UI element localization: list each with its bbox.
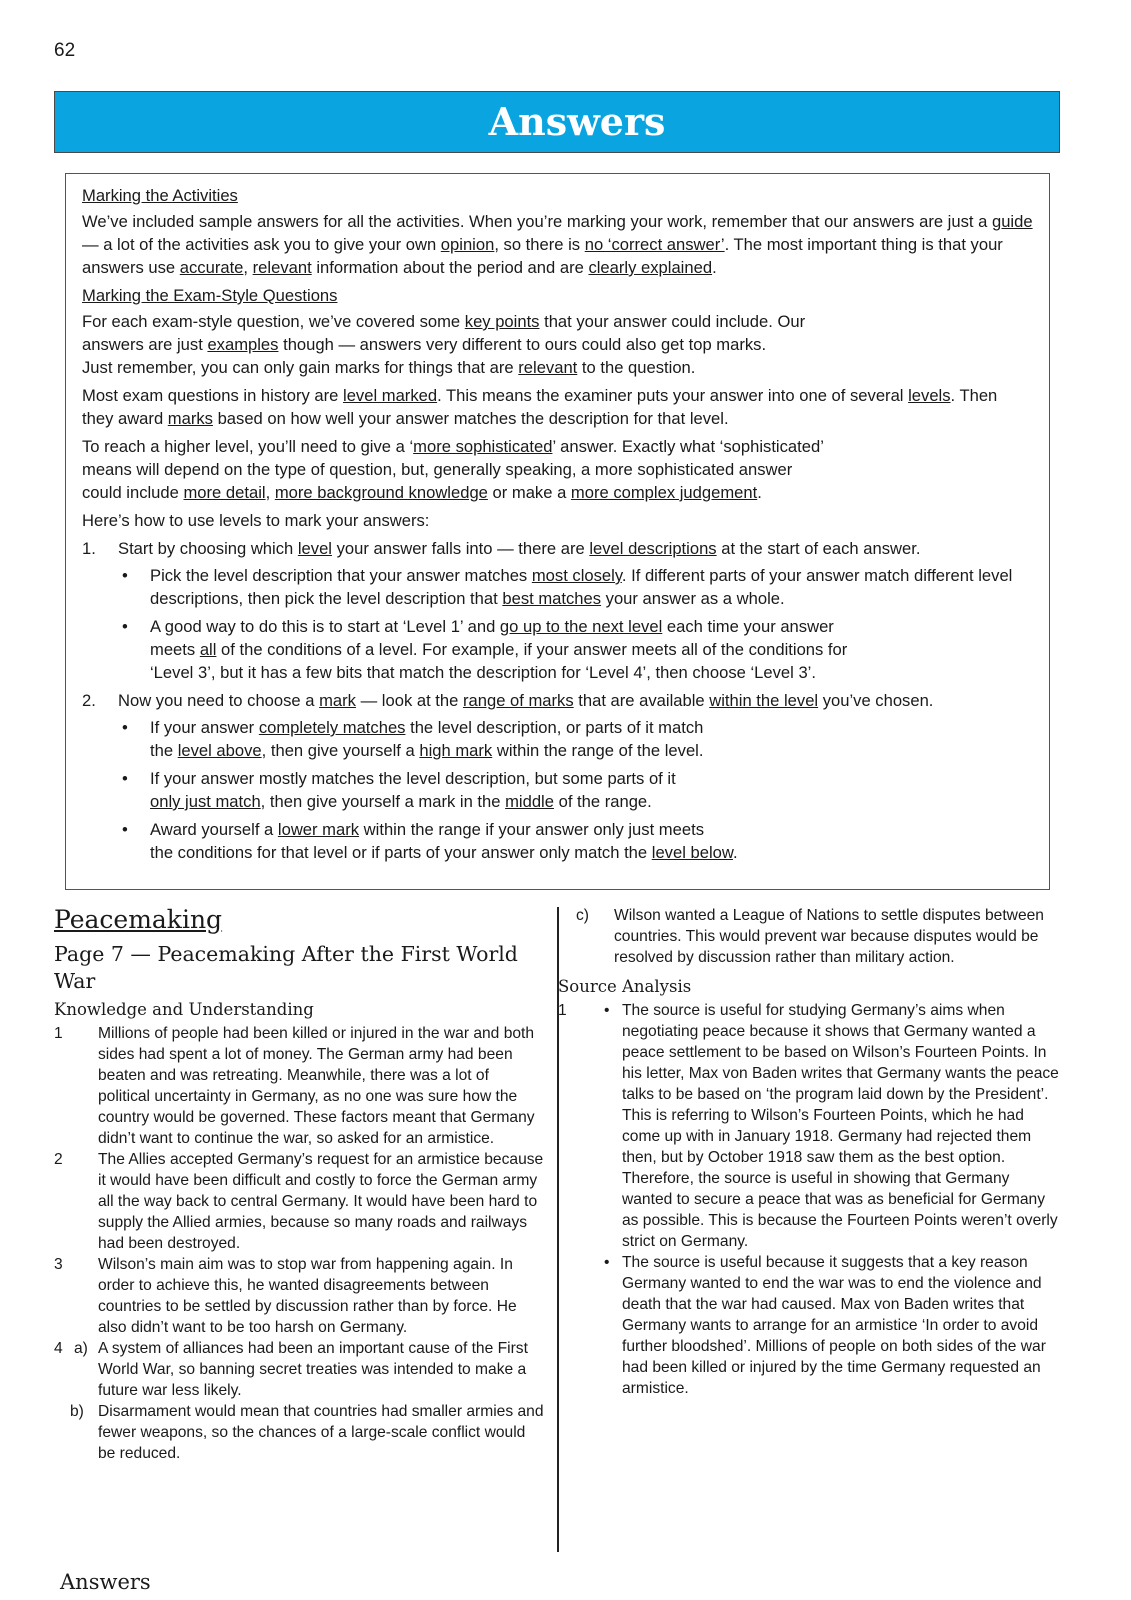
step-1 <box>82 537 1033 684</box>
section-title: Peacemaking <box>54 905 223 934</box>
emphasis-text: opinion <box>440 235 495 254</box>
source-bullet <box>558 1252 1062 1399</box>
source-number: 1 <box>558 1002 567 1019</box>
answer-number: 1 <box>54 1025 63 1042</box>
emphasis-text: examples <box>207 335 279 354</box>
footer-label: Answers <box>60 1570 151 1594</box>
emphasis-text: guide <box>991 212 1033 231</box>
emphasis-text: marks <box>167 409 213 428</box>
emphasis-text: levels <box>908 386 951 405</box>
emphasis-text: only just match <box>150 792 261 811</box>
step-bullet: • A good way to do this is to start at ‘Level 1’ and go up to the next level each time your answer meets all of the conditions of a level. For example, if your answer meets all of the conditions for ‘Level 3’, but it has a few bits that match the description for ‘Level 4’, then choose ‘Level 3’. <box>118 615 1033 684</box>
exam-paragraph-1: For each exam-style question, we’ve covered some key points that your answer could include. Our answers are just examples though — answers very different to ours could also get top marks. Just remember, you can only gain marks for things that are relevant to the question. <box>82 312 806 377</box>
answer-part: a) <box>74 1340 88 1357</box>
emphasis-text: lower mark <box>277 820 360 839</box>
exam-paragraph-3: To reach a higher level, you’ll need to give a ‘more sophisticated’ answer. Exactly what ‘sophisticated’ means will depend on the type of question, but, generally speaking, a more sophisticated answer could include more detail, more background knowledge or make a more complex judgement. <box>82 437 824 502</box>
emphasis-text: level below <box>651 843 733 862</box>
knowledge-heading: Knowledge and Understanding <box>54 1000 314 1019</box>
source-bullet-text: The source is useful for studying Germany’s aims when negotiating peace because it shows that Germany wanted a peace settlement to be based on Wilson’s Fourteen Points. In his letter, Max von Baden writes that Germany wants the peace talks to be based on ‘the program laid down by the President’. This is referring to Wilson’s Fourteen Points, which he had come up with in January 1918. Germany had rejected them then, but by October 1918 saw them as the best option. Therefore, the source is useful in showing that Germany wanted to secure a peace that was as beneficial for Germany as possible. This is because the Fourteen Points weren’t overly strict on Germany. <box>622 1002 1059 1250</box>
answer-text: A system of alliances had been an important cause of the First World War, so banning secret treaties was intended to make a future war less likely. <box>98 1340 528 1399</box>
emphasis-text: level marked <box>343 386 438 405</box>
answer-part: c) <box>576 907 589 924</box>
emphasis-text: middle <box>505 792 554 811</box>
step-number: 2. <box>82 691 96 710</box>
step-text: Now you need to choose a mark — look at the range of marks that are available within the level you’ve chosen. <box>118 691 934 710</box>
emphasis-text: relevant <box>518 358 578 377</box>
page-number: 62 <box>54 40 76 61</box>
marking-guide-box <box>65 173 1050 890</box>
emphasis-text: mark <box>319 691 356 710</box>
step-bullet: • If your answer mostly matches the level description, but some parts of it only just match, then give yourself a mark in the middle of the range. <box>118 767 1033 813</box>
emphasis-text: more background knowledge <box>274 483 488 502</box>
right-column <box>558 905 1062 1399</box>
emphasis-text: all <box>199 640 217 659</box>
emphasis-text: high mark <box>419 741 493 760</box>
step-bullets <box>118 564 1033 684</box>
answer-item <box>54 1023 544 1149</box>
answer-part: b) <box>70 1403 84 1420</box>
marking-activities-text: We’ve included sample answers for all the activities. When you’re marking your work, remember that our answers are just a guide — a lot of the activities ask you to give your own opinion, so there is no ‘correct answer’. The most important thing is that your answers use accurate, relevant information about the period and are clearly explained. <box>82 212 1033 277</box>
marking-exam-heading: Marking the Exam-Style Questions <box>82 286 338 305</box>
answer-text: The Allies accepted Germany’s request for an armistice because it would have been difficult and costly to force the German army all the way back to central Germany. It would have been hard to supply the Allied armies, because so many roads and railways had been destroyed. <box>98 1151 544 1252</box>
answer-text: Wilson wanted a League of Nations to settle disputes between countries. This would prevent war because disputes would be resolved by discussion rather than military action. <box>614 907 1044 966</box>
bullet-dot: • <box>604 1002 610 1019</box>
level-steps <box>82 537 1033 864</box>
emphasis-text: best matches <box>502 589 602 608</box>
emphasis-text: within the level <box>709 691 819 710</box>
answer-number: 4 <box>54 1340 63 1357</box>
emphasis-text: key points <box>464 312 540 331</box>
emphasis-text: relevant <box>252 258 312 277</box>
source-analysis-heading: Source Analysis <box>558 977 692 996</box>
emphasis-text: clearly explained <box>588 258 713 277</box>
answer-item <box>570 905 1062 968</box>
emphasis-text: accurate <box>179 258 244 277</box>
answer-item <box>54 1254 544 1338</box>
emphasis-text: more sophisticated <box>413 437 553 456</box>
step-text: Start by choosing which level your answer falls into — there are level descriptions at the start of each answer. <box>118 539 921 558</box>
answer-text: Wilson’s main aim was to stop war from happening again. In order to achieve this, he wanted disagreements between countries to be settled by discussion rather than by force. He also didn’t want to be too harsh on Germany. <box>98 1256 517 1336</box>
left-column <box>54 905 544 1464</box>
marking-activities-heading: Marking the Activities <box>82 186 238 205</box>
step-bullet: • Pick the level description that your answer matches most closely. If different parts of your answer match different level descriptions, then pick the level description that best matches your answer as a whole. <box>118 564 1033 610</box>
step-number: 1. <box>82 539 96 558</box>
banner-title: Answers <box>488 99 666 144</box>
answers-banner <box>54 91 1060 153</box>
emphasis-text: most closely <box>531 566 622 585</box>
bullet-dot: • <box>604 1254 610 1271</box>
answer-text: Disarmament would mean that countries had smaller armies and fewer weapons, so the chances of a large-scale conflict would be reduced. <box>98 1403 544 1462</box>
emphasis-text: go up to the next level <box>499 617 663 636</box>
emphasis-text: no ‘correct answer’ <box>584 235 725 254</box>
answer-list <box>54 1023 544 1464</box>
answer-number: 2 <box>54 1151 63 1168</box>
emphasis-text: level descriptions <box>589 539 717 558</box>
answer-item <box>54 1401 544 1464</box>
emphasis-text: more detail <box>183 483 266 502</box>
emphasis-text: more complex judgement <box>570 483 758 502</box>
step-bullet: • Award yourself a lower mark within the range if your answer only just meets the conditions for that level or if parts of your answer only match the level below. <box>118 818 1033 864</box>
step-bullet: • If your answer completely matches the level description, or parts of it match the level above, then give yourself a high mark within the range of the level. <box>118 716 1033 762</box>
step-bullets <box>118 716 1033 864</box>
emphasis-text: level above <box>177 741 262 760</box>
emphasis-text: level <box>297 539 332 558</box>
emphasis-text: range of marks <box>462 691 574 710</box>
emphasis-text: completely matches <box>258 718 406 737</box>
source-bullet-text: The source is useful because it suggests that a key reason Germany wanted to end the war was to end the violence and death that the war had caused. Max von Baden writes that Germany wants to arrange for an armistice ‘In order to avoid further bloodshed’. Millions of people on both sides of the war had been killed or injured by the time Germany requested an armistice. <box>622 1254 1046 1397</box>
answer-number: 3 <box>54 1256 63 1273</box>
source-bullet <box>558 1000 1062 1252</box>
answer-item <box>54 1149 544 1254</box>
answer-item <box>54 1338 544 1401</box>
exam-paragraph-4: Here’s how to use levels to mark your answers: <box>82 511 430 530</box>
exam-paragraph-2: Most exam questions in history are level marked. This means the examiner puts your answer into one of several levels. Then they award marks based on how well your answer matches the description for that level. <box>82 386 998 428</box>
page-heading: Page 7 — Peacemaking After the First World War <box>54 942 518 993</box>
step-2 <box>82 689 1033 864</box>
answer-text: Millions of people had been killed or injured in the war and both sides had spent a lot of money. The German army had been beaten and was retreating. Meanwhile, there was a lot of political uncertainty in Germany, as no one was sure how the country would be governed. These factors meant that Germany didn’t want to continue the war, so asked for an armistice. <box>98 1025 535 1147</box>
